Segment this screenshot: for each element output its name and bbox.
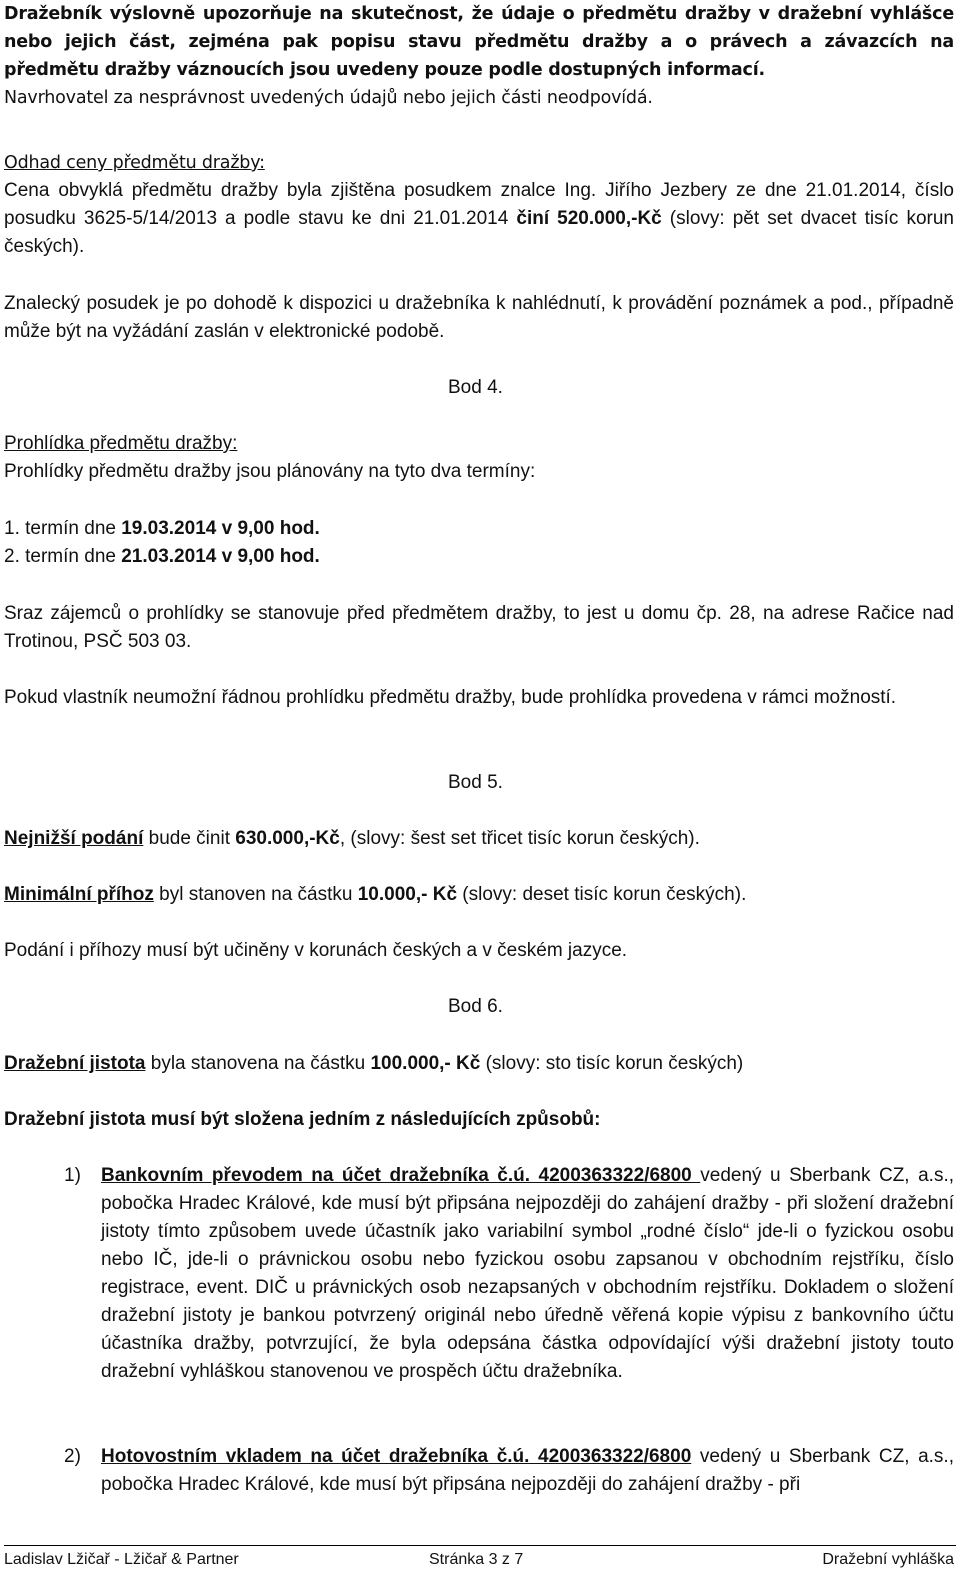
- meeting-point: Sraz zájemců o prohlídky se stanovuje před předmětem dražby, to jest u domu čp. 28, na adrese Račice nad Trotinou, PSČ 503 03.: [4, 603, 954, 652]
- ways-heading-block: [4, 1106, 954, 1134]
- lowest-bid-block: [4, 825, 954, 853]
- way-2-body: vedený u Sberbank CZ, a.s., pobočka Hradec Králové, kde musí být připsána nejpozději do zahájení dražby - při: [101, 1446, 954, 1495]
- page-footer: [4, 1545, 956, 1570]
- deposit-way-2: [64, 1443, 954, 1499]
- deposit-block: [4, 1050, 954, 1078]
- footer-doc-title: Dražební vyhláška: [822, 1551, 954, 1568]
- min-increment-label: Minimální příhoz: [4, 884, 154, 905]
- footer-author: Ladislav Lžičař - Lžičař & Partner: [4, 1551, 239, 1568]
- footer-page-number: Stránka 3 z 7: [429, 1551, 524, 1568]
- intro-liability: Navrhovatel za nesprávnost uvedených údajů nebo jejich části neodpovídá.: [4, 88, 653, 108]
- deposit-label: Dražební jistota: [4, 1053, 146, 1074]
- deposit-amount: 100.000,- Kč: [370, 1053, 481, 1074]
- deposit-amount-line: [4, 1050, 954, 1078]
- bod4-label: Bod 4.: [448, 377, 503, 398]
- way-1-heading: Bankovním převodem na účet dražebníka č.ú. 4200363322/6800: [101, 1165, 701, 1186]
- lowest-bid: [4, 825, 954, 853]
- inspection-date-1: [4, 515, 954, 543]
- bod5-label: Bod 5.: [448, 772, 503, 793]
- meeting-block: [4, 600, 954, 656]
- min-increment-amount: 10.000,- Kč: [357, 884, 458, 905]
- date-2-value: 21.03.2014 v 9,00 hod.: [121, 546, 320, 567]
- way-1-text: [101, 1162, 954, 1386]
- date-2-prefix: 2. termín dne: [4, 546, 122, 567]
- lowest-bid-label: Nejnižší podání: [4, 828, 144, 849]
- price-text-a: Cena obvyklá předmětu dražby byla zjištěna posudkem znalce Ing. Jiřího Jezbery ze dne 21.01.2014, číslo posudku 3625-5/14/2013 a podle stavu ke dni 21.01.2014: [4, 180, 954, 229]
- way-2-heading: Hotovostním vkladem na účet dražebníka č.ú. 4200363322/6800: [101, 1446, 692, 1467]
- price-section: [4, 149, 954, 261]
- min-increment-mid: byl stanoven na částku: [153, 884, 358, 905]
- price-note-block: [4, 290, 954, 346]
- way-2-number: 2): [64, 1446, 81, 1467]
- inspection-date-2: [4, 543, 954, 571]
- date-1-prefix: 1. termín dne: [4, 518, 122, 539]
- price-amount: činí 520.000,-Kč: [516, 208, 662, 229]
- bod4-label-block: [4, 374, 954, 402]
- bod4-inspection: [4, 430, 954, 486]
- deposit-way-1: [64, 1162, 954, 1386]
- owner-block: [4, 684, 954, 712]
- intro-block: [4, 0, 954, 112]
- deposit-mid: byla stanovena na částku: [145, 1053, 371, 1074]
- bod6-label-block: [4, 993, 954, 1021]
- way-2-text: [101, 1443, 954, 1499]
- inspection-intro: Prohlídky předmětu dražby jsou plánovány na tyto dva termíny:: [4, 461, 536, 482]
- price-text: [4, 177, 954, 261]
- owner-note: Pokud vlastník neumožní řádnou prohlídku předmětu dražby, bude prohlídka provedena v rámci možností.: [4, 687, 897, 708]
- inspection-heading: Prohlídka předmětu dražby:: [4, 433, 238, 454]
- lowest-bid-amount: 630.000,-Kč: [235, 828, 340, 849]
- currency-note: Podání i příhozy musí být učiněny v korunách českých a v českém jazyce.: [4, 940, 628, 961]
- bod5-label-block: [4, 769, 954, 797]
- lowest-bid-words: , (slovy: šest set třicet tisíc korun českých).: [339, 828, 700, 849]
- deposit-words: (slovy: sto tisíc korun českých): [480, 1053, 744, 1074]
- inspection-dates: [4, 515, 954, 571]
- min-increment-block: [4, 881, 954, 909]
- bod6-label: Bod 6.: [448, 996, 503, 1017]
- intro-disclaimer: Dražebník výslovně upozorňuje na skutečnost, že údaje o předmětu dražby v dražební vyhlášce nebo jejich část, zejména pak popisu stavu předmětu dražby a o právech a závazcích na předmětu dražby váznoucích jsou uvedeny pouze podle dostupných informací.: [4, 4, 954, 80]
- currency-block: [4, 937, 954, 965]
- price-text-b: (slovy: pět set dvacet tisíc korun českých).: [4, 208, 954, 257]
- min-increment-words: (slovy: deset tisíc korun českých).: [457, 884, 747, 905]
- way-1-number: 1): [64, 1165, 81, 1186]
- price-note: Znalecký posudek je po dohodě k dispozici u dražebníka k nahlédnutí, k provádění poznámek a pod., případně může být na vyžádání zaslán v elektronické podobě.: [4, 293, 954, 342]
- min-increment: [4, 881, 954, 909]
- price-heading: Odhad ceny předmětu dražby:: [4, 153, 265, 173]
- date-1-value: 19.03.2014 v 9,00 hod.: [121, 518, 320, 539]
- lowest-bid-mid: bude činit: [143, 828, 236, 849]
- way-1-body: vedený u Sberbank CZ, a.s., pobočka Hradec Králové, kde musí být připsána nejpozději do zahájení dražby - při složení dražební jistoty tímto způsobem uvede účastník jako variabilní symbol „rodné číslo“ jde-li o fyzickou osobu nebo IČ, jde-li o právnickou osobu nebo fyzickou osobu zapsanou v obchodním rejstříku, číslo registrace, event. DIČ u právnických osob nezapsaných v obchodním rejstříku. Dokladem o složení dražební jistoty je bankou potvrzený originál nebo úředně věřená kopie výpisu z bankovního účtu účastníka dražby, potvrzující, že byla odepsána částka odpovídající výši dražební jistoty touto dražební vyhláškou stanovenou ve prospěch účtu dražebníka.: [101, 1165, 954, 1382]
- deposit-ways-heading: Dražební jistota musí být složena jedním z následujících způsobů:: [4, 1109, 601, 1130]
